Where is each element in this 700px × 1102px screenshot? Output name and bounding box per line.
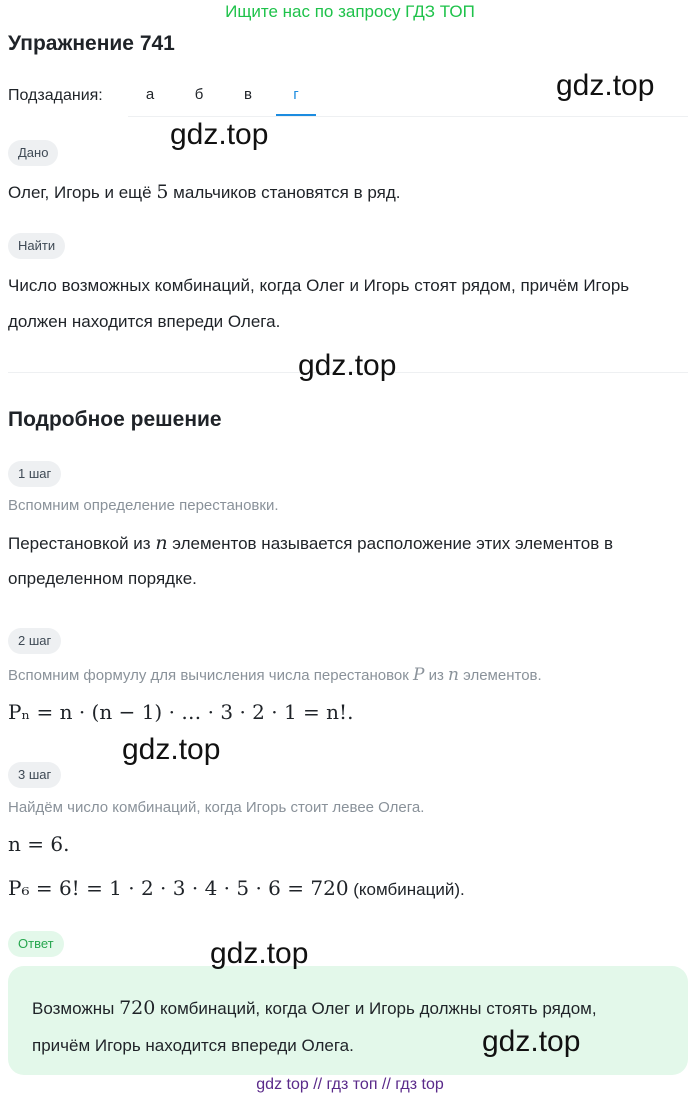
watermark: gdz.top [482,1025,581,1058]
page-title: Упражнение 741 [8,32,175,55]
step-2-hint-mid: из [424,667,449,684]
given-chip: Дано [8,140,58,166]
tab-a[interactable]: а [145,86,155,103]
step-1-text-2: определенном порядке. [8,569,197,588]
tab-b[interactable]: б [194,86,204,103]
answer-line-2: причём Игорь находится впереди Олега. [32,1036,354,1055]
watermark: gdz.top [298,349,397,382]
footer-links[interactable]: gdz top // гдз топ // гдз top [256,1076,444,1093]
tab-g[interactable]: г [276,80,316,116]
solution-heading: Подробное решение [8,408,222,431]
tab-v[interactable]: в [244,86,252,103]
watermark: gdz.top [122,733,221,766]
answer-line-1-start: Возможны [32,999,120,1018]
permutation-formula: Pₙ = n · (n − 1) · … · 3 · 2 · 1 = n!. [8,700,354,724]
step-1-text-start: Перестановкой из [8,534,156,553]
promo-banner[interactable]: Ищите нас по запросу ГДЗ ТОП [225,2,475,21]
step-2-chip: 2 шаг [8,628,61,654]
answer-number: 720 [119,997,156,1019]
watermark: gdz.top [170,118,269,151]
step-1-hint: Вспомним определение перестановки. [8,497,279,514]
step-2-var-n: n [448,665,459,685]
subtasks-label: Подзадания: [8,87,103,104]
step-1-chip: 1 шаг [8,461,61,487]
answer-line-1-end: комбинаций, когда Олег и Игорь должны стоять рядом, [155,999,597,1018]
step-2-hint-start: Вспомним формулу для вычисления числа перестановок [8,667,413,684]
given-text [8,174,400,211]
step-1-text-end: элементов называется расположение этих элементов в [167,534,613,553]
step-3-hint: Найдём число комбинаций, когда Игорь стоит левее Олега. [8,799,425,816]
given-text-end: мальчиков становятся в ряд. [168,183,401,202]
given-text-start: Олег, Игорь и ещё [8,183,157,202]
step-2-hint [8,665,542,685]
step-1-text-1 [8,525,613,562]
find-chip: Найти [8,233,65,259]
step-3-formula-2-line [8,876,465,900]
find-line-1: Число возможных комбинаций, когда Олег и Игорь стоят рядом, причём Игорь [8,276,630,295]
step-3-formula-suffix: (комбинаций). [348,880,465,899]
watermark: gdz.top [210,937,309,970]
step-3-chip: 3 шаг [8,762,61,788]
given-number: 5 [156,181,169,203]
step-3-formula-2: P₆ = 6! = 1 · 2 · 3 · 4 · 5 · 6 = 720 [8,876,349,900]
step-2-var-p: P [412,665,425,685]
step-1-var-n: n [155,532,168,554]
answer-chip: Ответ [8,931,64,957]
watermark: gdz.top [556,69,655,102]
find-line-2: должен находится впереди Олега. [8,312,281,331]
answer-line-1 [32,990,597,1027]
step-3-formula-1: n = 6. [8,832,70,856]
step-2-hint-end: элементов. [458,667,542,684]
